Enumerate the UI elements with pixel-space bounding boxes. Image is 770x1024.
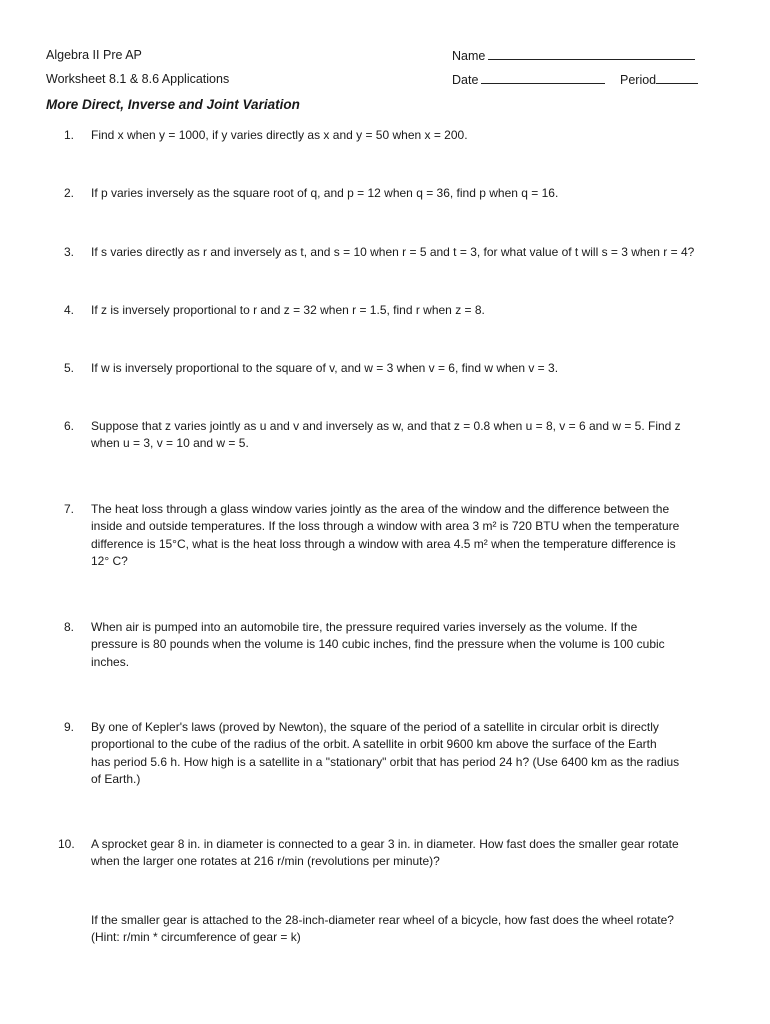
question-text: If s varies directly as r and inversely as t, and s = 10 when r = 5 and t = 3, for what value of t will s = 3 when r = 4?: [91, 245, 695, 259]
question-5: [64, 360, 728, 377]
course-title: Algebra II Pre AP: [46, 48, 142, 62]
question-number: 1.: [64, 128, 75, 142]
period-field: [620, 72, 698, 87]
question-9: [64, 719, 728, 789]
question-text-line: inches.: [91, 654, 130, 669]
worksheet-subtitle: More Direct, Inverse and Joint Variation: [46, 97, 300, 112]
question-text-line: By one of Kepler's laws (proved by Newton), the square of the period of a satellite in circular orbit is directly: [91, 720, 659, 734]
question-number: 9.: [64, 720, 75, 734]
date-label: Date: [452, 73, 479, 87]
question-text-line: pressure is 80 pounds when the volume is 140 cubic inches, find the pressure when the volume is 100 cubic: [91, 637, 665, 652]
question-3: [64, 244, 728, 261]
question-number: 5.: [64, 361, 75, 375]
question-text: If z is inversely proportional to r and z = 32 when r = 1.5, find r when z = 8.: [91, 303, 485, 317]
question-number: 3.: [64, 245, 75, 259]
name-label: Name: [452, 49, 486, 63]
question-number: 10.: [58, 837, 75, 851]
question-text-line: inside and outside temperatures. If the loss through a window with area 3 m² is 720 BTU when the temperature: [91, 519, 680, 534]
question-6: [64, 418, 728, 453]
question-7: [64, 501, 728, 571]
question-2: [64, 185, 728, 202]
question-number: 6.: [64, 419, 75, 433]
period-blank-line: [656, 72, 698, 84]
question-text-line: of Earth.): [91, 772, 141, 787]
question-4: [64, 302, 728, 319]
followup-text-line: If the smaller gear is attached to the 28-inch-diameter rear wheel of a bicycle, how fast does the wheel rotate?: [91, 913, 674, 927]
followup-text-line: (Hint: r/min * circumference of gear = k): [91, 930, 301, 945]
question-text-line: when u = 3, v = 10 and w = 5.: [91, 436, 249, 451]
question-text-line: 12° C?: [91, 554, 128, 569]
name-blank-line: [488, 48, 695, 60]
period-label: Period: [620, 73, 657, 87]
date-field: [452, 72, 605, 87]
question-number: 7.: [64, 502, 75, 516]
question-text-line: when the larger one rotates at 216 r/min (revolutions per minute)?: [91, 854, 440, 869]
question-text-line: Suppose that z varies jointly as u and v and inversely as w, and that z = 0.8 when u = 8, v = 6 and w = 5. Find z: [91, 419, 681, 433]
question-number: 8.: [64, 620, 75, 634]
question-1: [64, 127, 728, 144]
question-8: [64, 619, 728, 671]
question-text-line: When air is pumped into an automobile tire, the pressure required varies inversely as the volume. If the: [91, 620, 638, 634]
question-number: 4.: [64, 303, 75, 317]
name-field: [452, 48, 695, 63]
question-text-line: The heat loss through a glass window varies jointly as the area of the window and the difference between the: [91, 502, 670, 516]
question-text-line: difference is 15°C, what is the heat loss through a window with area 4.5 m² when the temperature difference is: [91, 536, 676, 551]
question-number: 2.: [64, 186, 75, 200]
date-blank-line: [481, 72, 605, 84]
question-text-line: proportional to the cube of the radius of the orbit. A satellite in orbit 9600 km above the surface of the Earth: [91, 737, 657, 752]
worksheet-title: Worksheet 8.1 & 8.6 Applications: [46, 72, 230, 86]
question-text: If w is inversely proportional to the square of v, and w = 3 when v = 6, find w when v = 3.: [91, 361, 559, 375]
question-10: [58, 836, 728, 871]
question-text: Find x when y = 1000, if y varies directly as x and y = 50 when x = 200.: [91, 128, 468, 142]
question-text: If p varies inversely as the square root of q, and p = 12 when q = 36, find p when q = 16.: [91, 186, 559, 200]
question-text-line: has period 5.6 h. How high is a satellite in a "stationary" orbit that has period 24 h? (Use 6400 km as the radius: [91, 754, 680, 769]
question-text-line: A sprocket gear 8 in. in diameter is connected to a gear 3 in. in diameter. How fast does the smaller gear rotate: [91, 837, 679, 851]
question-10-followup: [64, 912, 728, 947]
